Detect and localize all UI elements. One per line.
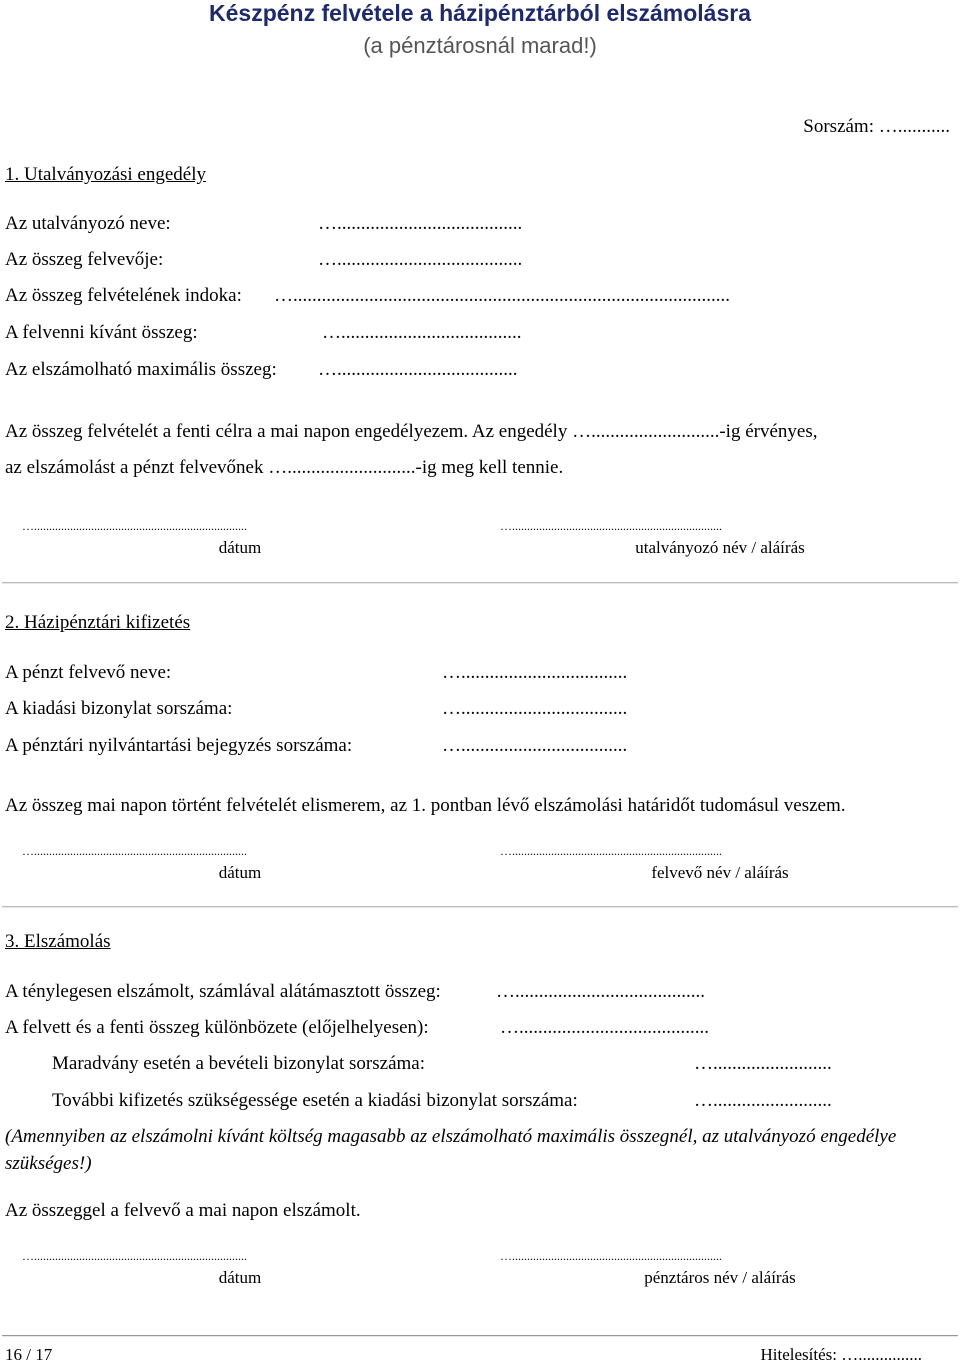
approval-note: (Amennyiben az elszámolni kívánt költség magasabb az elszámolható maximális összegnél, az utalványozó engedélye szükséges!) — [5, 1126, 897, 1174]
cashier-signature-caption: pénztáros név / aláírás — [644, 1268, 796, 1287]
voucher-number-field[interactable]: …................................... — [442, 698, 628, 719]
approver-name-field[interactable]: …....................................... — [318, 213, 523, 234]
payee-signature-caption: felvevő név / aláírás — [651, 863, 789, 882]
register-entry-label: A pénztári nyilvántartási bejegyzés sorszáma: — [5, 735, 353, 756]
section2-heading: 2. Házipénztári kifizetés — [5, 612, 191, 633]
date-caption: dátum — [218, 538, 262, 557]
receipt-acknowledgement: Az összeg mai napon történt felvételét elismerem, az 1. pontban lévő elszámolási határidőt tudomásul veszem. — [5, 795, 846, 816]
date-signature-line[interactable]: …....................................................................... — [22, 519, 247, 533]
authentication-field: Hitelesítés: …............... — [760, 1345, 922, 1364]
difference-label: A felvett és a fenti összeg különbözete (előjelhelyesen): — [5, 1017, 429, 1038]
date-caption: dátum — [218, 1268, 262, 1287]
settlement-statement: Az összeggel a felvevő a mai napon elszámolt. — [5, 1200, 361, 1221]
footer-divider — [2, 1335, 958, 1336]
document-subtitle: (a pénztárosnál marad!) — [363, 33, 597, 58]
residual-receipt-field[interactable]: …......................... — [694, 1053, 832, 1074]
date-caption: dátum — [218, 863, 262, 882]
approval-text-line1: Az összeg felvételét a fenti célra a mai napon engedélyezem. Az engedély …...........................-ig érvényes, — [5, 421, 818, 442]
date-signature-line[interactable]: …....................................................................... — [22, 1249, 247, 1263]
document-title: Készpénz felvétele a házipénztárból elszámolásra — [209, 0, 751, 26]
cashier-signature-line[interactable]: …...................................................................... — [500, 1249, 722, 1263]
section-divider — [2, 582, 958, 583]
date-signature-line[interactable]: …....................................................................... — [22, 844, 247, 858]
reason-label: Az összeg felvételének indoka: — [5, 285, 242, 306]
section3-heading: 3. Elszámolás — [5, 931, 111, 952]
approver-signature-line[interactable]: …...................................................................... — [500, 519, 722, 533]
additional-payment-field[interactable]: …......................... — [694, 1090, 832, 1111]
approval-text-line2: az elszámolást a pénzt felvevőnek …...........................-ig meg kell tennie. — [5, 457, 564, 478]
voucher-number-label: A kiadási bizonylat sorszáma: — [5, 698, 233, 719]
recipient-field[interactable]: …....................................... — [318, 249, 523, 270]
register-entry-field[interactable]: …................................... — [442, 735, 628, 756]
difference-field[interactable]: …........................................ — [500, 1017, 709, 1038]
recipient-label: Az összeg felvevője: — [5, 249, 164, 270]
page-number: 16 / 17 — [5, 1345, 53, 1364]
max-amount-label: Az elszámolható maximális összeg: — [5, 359, 277, 380]
reason-field[interactable]: …............................................................................................ — [274, 285, 730, 306]
max-amount-field[interactable]: …...................................... — [318, 359, 518, 380]
section1-heading: 1. Utalványozási engedély — [5, 164, 207, 185]
serial-number: Sorszám: …........... — [803, 116, 950, 137]
section-divider — [2, 906, 958, 907]
approver-signature-caption: utalványozó név / aláírás — [635, 538, 805, 557]
payee-signature-line[interactable]: …...................................................................... — [500, 844, 722, 858]
payee-name-field[interactable]: …................................... — [442, 662, 628, 683]
approver-name-label: Az utalványozó neve: — [5, 213, 171, 234]
settled-amount-label: A ténylegesen elszámolt, számlával alátámasztott összeg: — [5, 981, 441, 1002]
requested-amount-label: A felvenni kívánt összeg: — [5, 322, 198, 343]
requested-amount-field[interactable]: …...................................... — [322, 322, 522, 343]
settled-amount-field[interactable]: …........................................ — [496, 981, 705, 1002]
residual-receipt-label: Maradvány esetén a bevételi bizonylat sorszáma: — [52, 1053, 425, 1074]
additional-payment-label: További kifizetés szükségessége esetén a kiadási bizonylat sorszáma: — [52, 1090, 578, 1111]
payee-name-label: A pénzt felvevő neve: — [5, 662, 172, 683]
